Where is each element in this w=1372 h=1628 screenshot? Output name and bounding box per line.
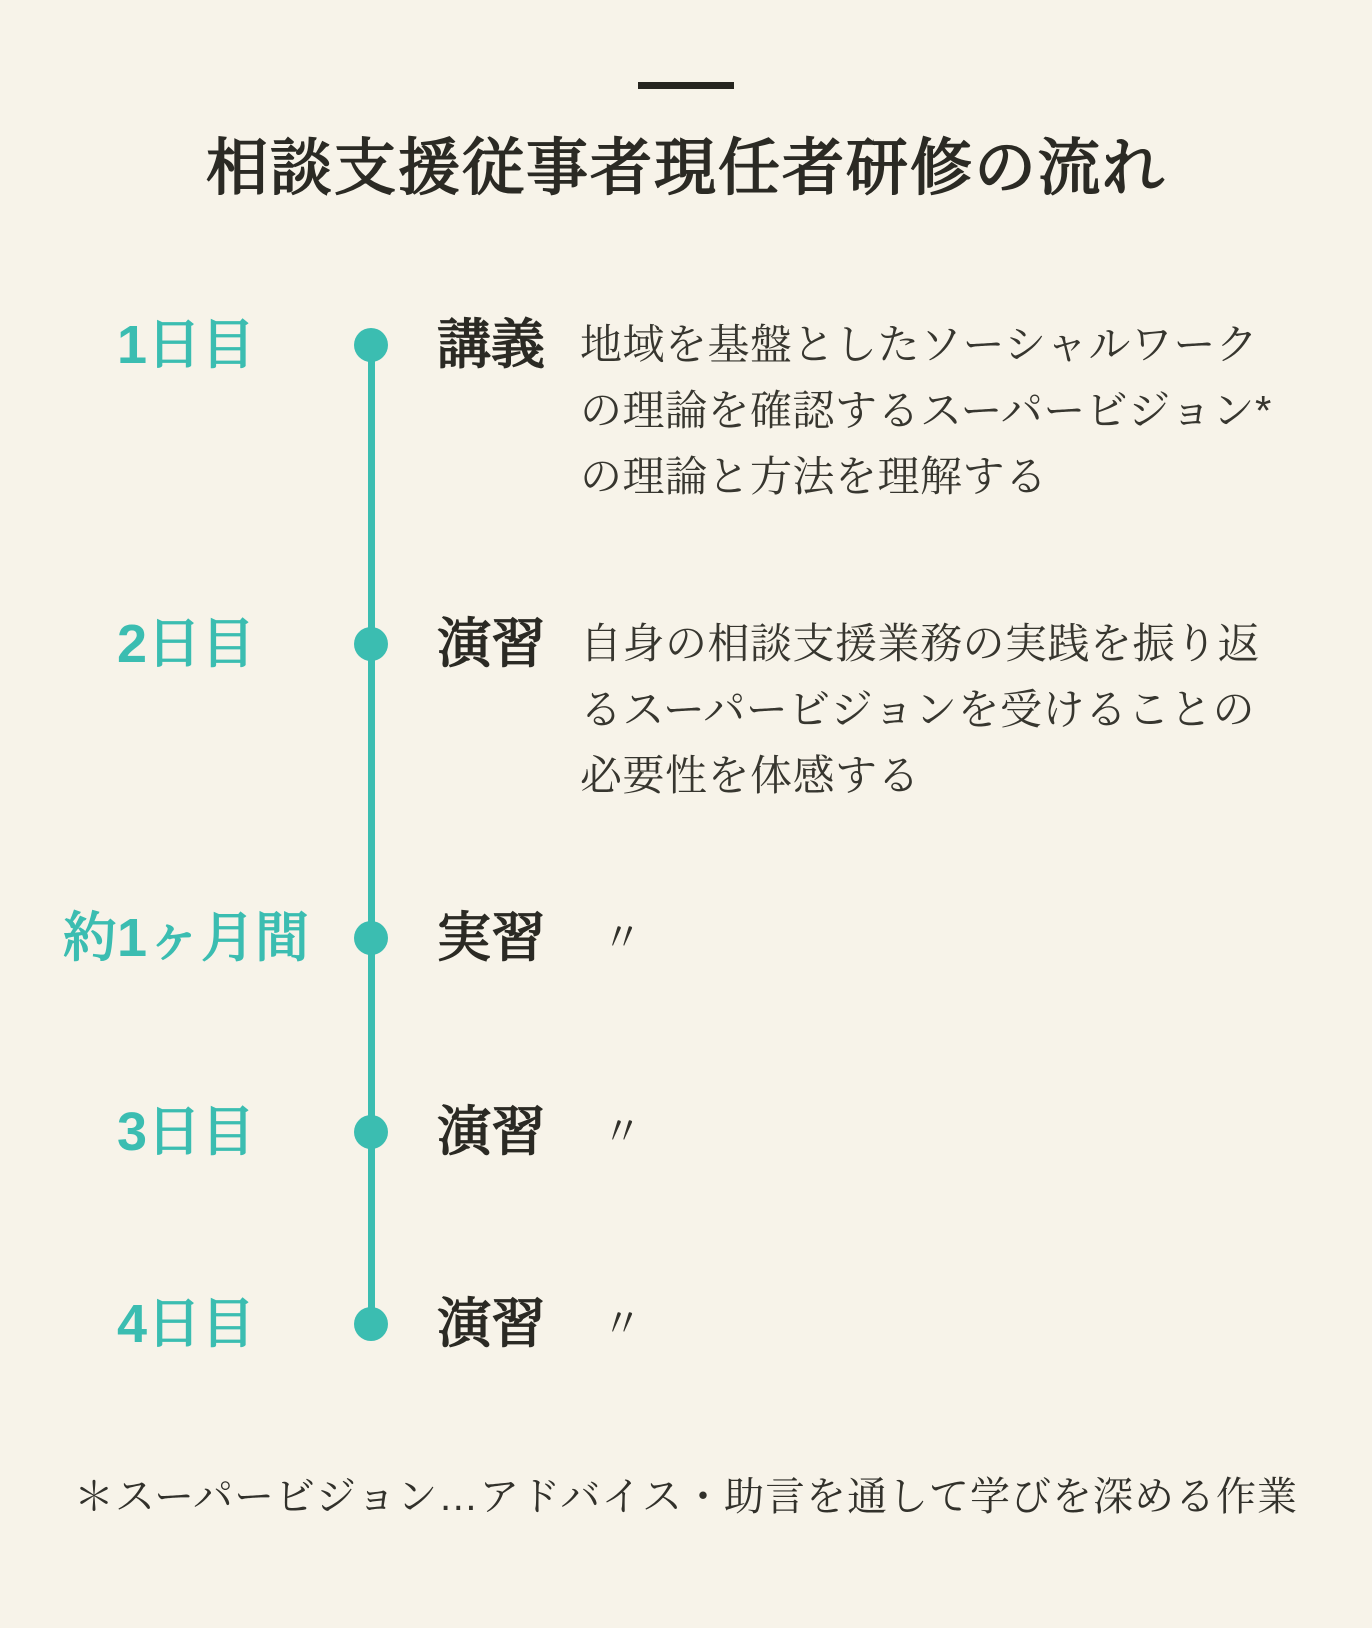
session-description-ditto: 〃 (602, 916, 643, 960)
timeline-row (0, 905, 1372, 971)
session-type-label: 実習 (437, 908, 545, 968)
timeline-row (0, 312, 1372, 500)
session-type-label: 演習 (437, 614, 545, 674)
footnote: ＊スーパービジョン…アドバイス・助言を通して学びを深める作業 (74, 1475, 1298, 1519)
period-label: 4日目 (116, 1294, 256, 1354)
timeline-dot (354, 1115, 388, 1149)
page-title: 相談支援従事者現任者研修の流れ (205, 134, 1166, 203)
timeline-row (0, 1291, 1372, 1357)
period-label: 約1ヶ月間 (62, 908, 310, 968)
session-description: 地域を基盤としたソーシャルワークの理論を確認するスーパービジョン*の理論と方法を理解する (580, 321, 1272, 500)
session-type-label: 演習 (437, 1102, 545, 1162)
period-label: 2日目 (116, 614, 256, 674)
session-description-ditto: 〃 (602, 1110, 643, 1154)
period-label: 1日目 (116, 315, 256, 375)
timeline-dot (354, 921, 388, 955)
timeline-dot (354, 1307, 388, 1341)
timeline-dot (354, 627, 388, 661)
session-type-label: 講義 (437, 315, 545, 375)
session-type-label: 演習 (437, 1294, 545, 1354)
title-rule (638, 82, 734, 89)
session-description-ditto: 〃 (602, 1302, 643, 1346)
period-label: 3日目 (116, 1102, 256, 1162)
timeline-row (0, 1099, 1372, 1165)
timeline-line (368, 345, 375, 1324)
session-description: 自身の相談支援業務の実践を振り返るスーパービジョンを受けることの必要性を体感する (580, 620, 1261, 799)
timeline-dot (354, 328, 388, 362)
timeline-row (0, 611, 1372, 799)
